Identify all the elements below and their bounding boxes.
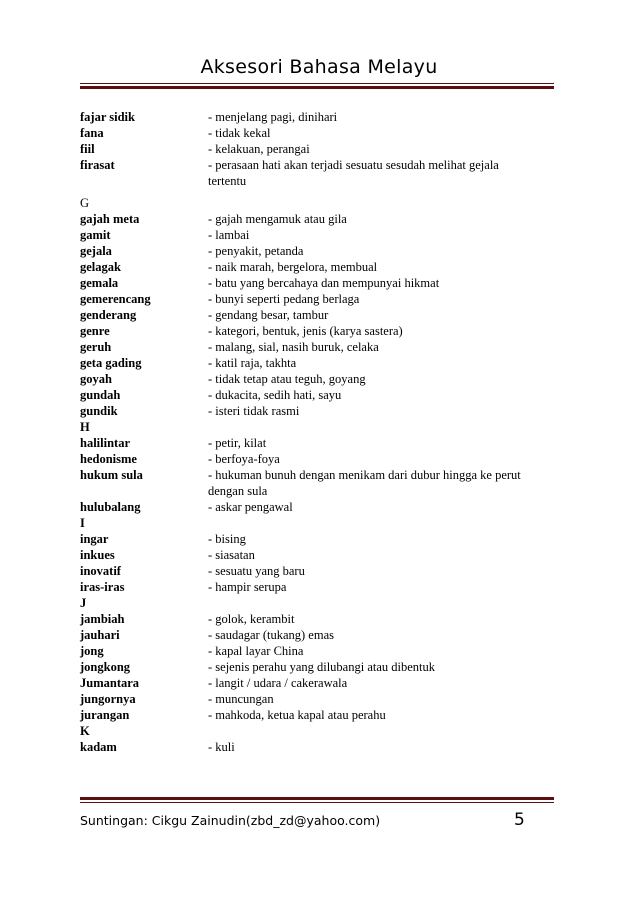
- entry-term: gamit: [80, 228, 111, 242]
- glossary-entry: [80, 275, 554, 291]
- section-letter-heading: G: [80, 196, 90, 210]
- glossary-entry: [80, 627, 554, 643]
- entry-definition: - tidak kekal: [208, 126, 271, 140]
- entry-definition: - gendang besar, tambur: [208, 308, 329, 322]
- entry-definition: - askar pengawal: [208, 500, 293, 514]
- glossary-entry: [80, 387, 554, 403]
- entry-term: goyah: [80, 372, 112, 386]
- entry-definition: - muncungan: [208, 692, 274, 706]
- glossary-entry: [80, 435, 554, 451]
- glossary-entry: [80, 643, 554, 659]
- entry-term: gelagak: [80, 260, 121, 274]
- section-letter-heading: H: [80, 420, 90, 434]
- entry-term: gemerencang: [80, 292, 151, 306]
- glossary-entry: [80, 403, 554, 419]
- glossary-entry: [80, 691, 554, 707]
- entry-definition: - gajah mengamuk atau gila: [208, 212, 347, 226]
- entry-definition: - lambai: [208, 228, 250, 242]
- entry-term: genre: [80, 324, 110, 338]
- entry-term: geruh: [80, 340, 112, 354]
- entry-term: jurangan: [80, 708, 130, 722]
- glossary-entry: [80, 739, 554, 755]
- entry-definition: - perasaan hati akan terjadi sesuatu sesudah melihat gejala tertentu: [208, 158, 499, 188]
- entry-term: hulubalang: [80, 500, 141, 514]
- entry-definition: - berfoya-foya: [208, 452, 280, 466]
- glossary-entry: [80, 125, 554, 141]
- section-letter-heading: J: [80, 596, 87, 610]
- entry-definition: - petir, kilat: [208, 436, 267, 450]
- entry-definition: - siasatan: [208, 548, 255, 562]
- entry-term: kadam: [80, 740, 117, 754]
- glossary-entry: [80, 579, 554, 595]
- glossary-entry: [80, 259, 554, 275]
- glossary-entry: [80, 547, 554, 563]
- entry-term: genderang: [80, 308, 137, 322]
- entry-term: Jumantara: [80, 676, 140, 690]
- glossary-entry: [80, 323, 554, 339]
- entry-definition: - kapal layar China: [208, 644, 304, 658]
- entry-term: jambiah: [80, 612, 125, 626]
- page-number: 5: [514, 810, 525, 830]
- entry-term: jongkong: [80, 660, 131, 674]
- entry-definition: - katil raja, takhta: [208, 356, 297, 370]
- entry-term: jong: [80, 644, 104, 658]
- entry-term: gajah meta: [80, 212, 140, 226]
- entry-definition: - naik marah, bergelora, membual: [208, 260, 378, 274]
- entry-term: inovatif: [80, 564, 121, 578]
- footer-rule-thin: [80, 802, 554, 803]
- entry-definition: - malang, sial, nasih buruk, celaka: [208, 340, 379, 354]
- entry-definition: - bising: [208, 532, 246, 546]
- entry-definition: - hampir serupa: [208, 580, 287, 594]
- glossary-entry: [80, 339, 554, 355]
- glossary-entry: [80, 141, 554, 157]
- glossary-entry: [80, 291, 554, 307]
- entry-term: jauhari: [80, 628, 120, 642]
- entry-definition: - batu yang bercahaya dan mempunyai hikmat: [208, 276, 440, 290]
- glossary-entry: [80, 531, 554, 547]
- glossary-entry: [80, 157, 554, 189]
- glossary-entry: [80, 109, 554, 125]
- entry-definition: - penyakit, petanda: [208, 244, 304, 258]
- entry-term: firasat: [80, 158, 115, 172]
- entry-definition: - mahkoda, ketua kapal atau perahu: [208, 708, 386, 722]
- entry-term: jungornya: [80, 692, 136, 706]
- glossary-entry: [80, 211, 554, 227]
- entry-term: halilintar: [80, 436, 131, 450]
- entry-definition: - menjelang pagi, dinihari: [208, 110, 338, 124]
- entry-term: iras-iras: [80, 580, 125, 594]
- header-rule-thin: [80, 83, 554, 84]
- entry-term: fiil: [80, 142, 95, 156]
- glossary-entry: [80, 243, 554, 259]
- entry-definition: - sejenis perahu yang dilubangi atau dibentuk: [208, 660, 436, 674]
- glossary-entry: [80, 563, 554, 579]
- entry-definition: - hukuman bunuh dengan menikam dari dubur hingga ke perut dengan sula: [208, 468, 521, 498]
- entry-definition: - kuli: [208, 740, 235, 754]
- glossary-entry: [80, 659, 554, 675]
- glossary-entry: [80, 451, 554, 467]
- entry-definition: - bunyi seperti pedang berlaga: [208, 292, 360, 306]
- section-letter-heading: I: [80, 516, 85, 530]
- entry-definition: - saudagar (tukang) emas: [208, 628, 334, 642]
- entry-term: gejala: [80, 244, 112, 258]
- entry-definition: - langit / udara / cakerawala: [208, 676, 348, 690]
- page-title: Aksesori Bahasa Melayu: [200, 56, 438, 78]
- glossary-list: [80, 109, 554, 755]
- entry-term: fana: [80, 126, 104, 140]
- entry-term: gemala: [80, 276, 119, 290]
- footer-rule-thick: [80, 797, 554, 800]
- glossary-entry: [80, 611, 554, 627]
- entry-term: geta gading: [80, 356, 142, 370]
- entry-term: fajar sidik: [80, 110, 135, 124]
- entry-term: ingar: [80, 532, 109, 546]
- entry-definition: - golok, kerambit: [208, 612, 295, 626]
- entry-definition: - isteri tidak rasmi: [208, 404, 300, 418]
- glossary-entry: [80, 499, 554, 515]
- header-rule-thick: [80, 86, 554, 89]
- entry-term: hedonisme: [80, 452, 137, 466]
- entry-definition: - kelakuan, perangai: [208, 142, 310, 156]
- section-letter-heading: K: [80, 724, 90, 738]
- glossary-entry: [80, 707, 554, 723]
- glossary-entry: [80, 307, 554, 323]
- glossary-entry: [80, 675, 554, 691]
- entry-term: inkues: [80, 548, 115, 562]
- glossary-entry: [80, 355, 554, 371]
- footer-credit: Suntingan: Cikgu Zainudin(zbd_zd@yahoo.com): [80, 813, 381, 828]
- glossary-entry: [80, 467, 554, 499]
- glossary-entry: [80, 371, 554, 387]
- entry-definition: - sesuatu yang baru: [208, 564, 305, 578]
- entry-definition: - kategori, bentuk, jenis (karya sastera): [208, 324, 403, 338]
- glossary-entry: [80, 227, 554, 243]
- entry-definition: - dukacita, sedih hati, sayu: [208, 388, 342, 402]
- entry-term: gundik: [80, 404, 118, 418]
- entry-term: gundah: [80, 388, 121, 402]
- entry-term: hukum sula: [80, 468, 143, 482]
- entry-definition: - tidak tetap atau teguh, goyang: [208, 372, 366, 386]
